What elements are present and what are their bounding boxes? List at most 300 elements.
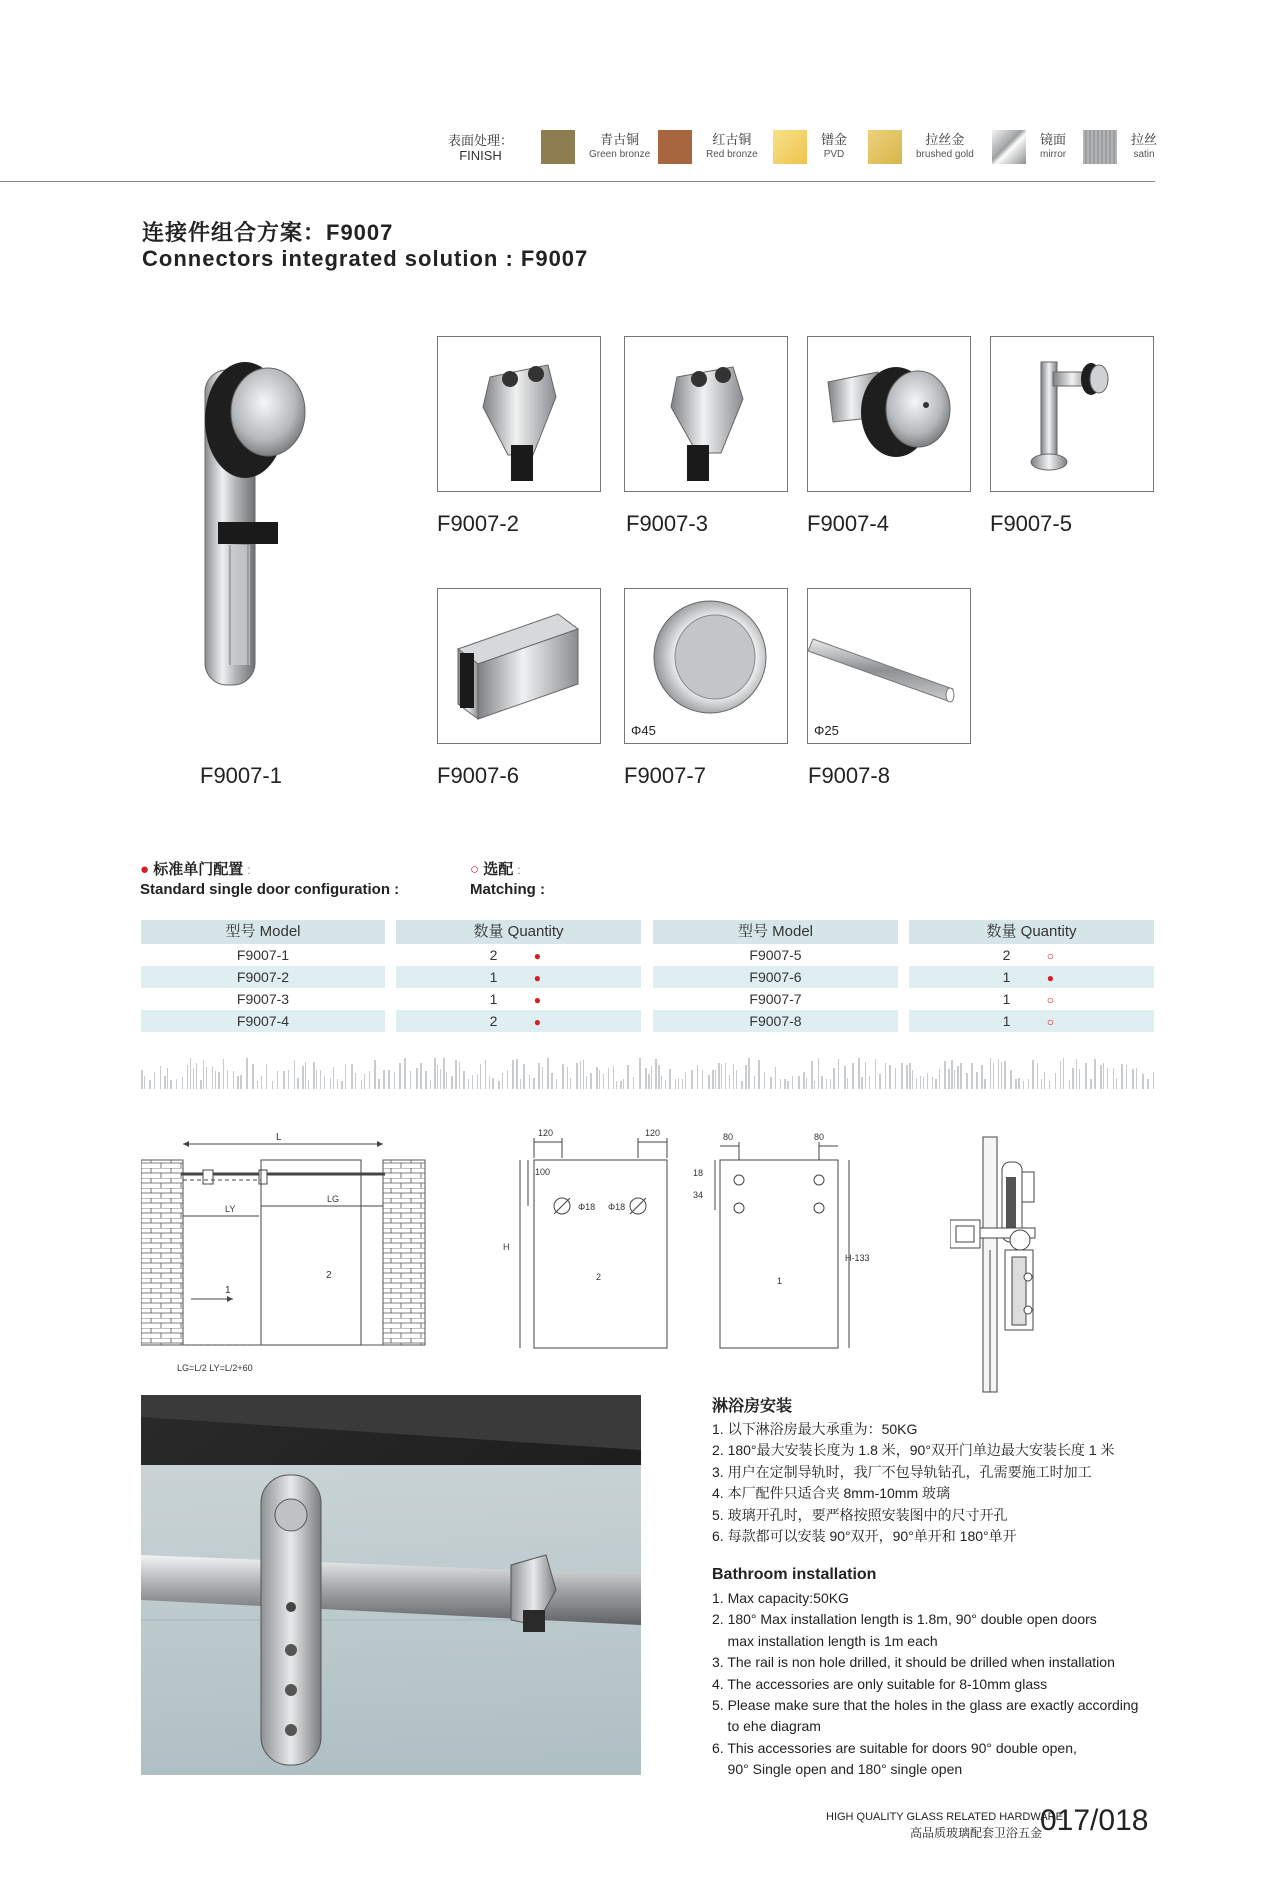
product-image-f9007-5 (990, 336, 1154, 492)
stripe-bar (932, 1077, 933, 1089)
finish-label-en: FINISH (459, 148, 502, 163)
install-en-title: Bathroom installation (712, 1566, 877, 1583)
list-item: 6. 每款都可以安装 90°双开，90°单开和 180°单开 (712, 1528, 1017, 1545)
stripe-bar (218, 1072, 220, 1089)
product-image-f9007-7 (624, 588, 788, 744)
stripe-bar (394, 1072, 395, 1089)
dim-phi45: Φ45 (631, 723, 656, 738)
table-row (396, 1010, 641, 1032)
stripe-bar (434, 1058, 436, 1089)
stripe-bar (1113, 1068, 1114, 1089)
part-label-f9007-2: F9007-2 (437, 511, 519, 536)
list-item: 3. 用户在定制导轨时，我厂不包导轨钻孔，孔需要施工时加工 (712, 1463, 1092, 1480)
stripe-bar (916, 1078, 917, 1089)
stripe-bar (477, 1074, 478, 1089)
swatch-satin (1083, 130, 1157, 164)
swatch-en: Green bronze (589, 149, 651, 160)
stripe-bar (935, 1079, 937, 1089)
swatch-en: brushed gold (916, 149, 974, 160)
stripe-bar (316, 1070, 317, 1089)
stripe-bar (798, 1076, 800, 1089)
stripe-bar (302, 1066, 304, 1089)
stripe-bar (971, 1063, 973, 1089)
stripe-bar (378, 1079, 380, 1089)
stripe-bar (818, 1058, 819, 1089)
optional-circle-icon: ○ (1046, 949, 1055, 963)
stripe-bar (388, 1070, 390, 1089)
product-image-f9007-8 (807, 588, 971, 744)
stripe-bar (1153, 1072, 1154, 1089)
stripe-bar (748, 1058, 750, 1089)
table-row: F9007-5 (749, 947, 802, 963)
stripe-bar (538, 1063, 540, 1089)
swatch-brushed-gold (868, 130, 974, 164)
dim-LG: LG (327, 1194, 340, 1204)
matching-heading (470, 858, 545, 898)
stripe-bar (1028, 1079, 1029, 1089)
swatch-color (992, 130, 1026, 164)
stripe-bar (608, 1068, 609, 1089)
door-layout-diagram (141, 1128, 426, 1378)
dim-H: H (503, 1242, 510, 1252)
stripe-bar (203, 1060, 204, 1089)
stripe-bar (472, 1075, 473, 1089)
stripe-bar (865, 1062, 866, 1089)
list-item: 1. 以下淋浴房最大承重为：50KG (712, 1421, 918, 1437)
matching-en: Matching : (470, 881, 545, 898)
stripe-bar (330, 1078, 331, 1089)
stripe-bar (821, 1076, 823, 1089)
swatch-cn: 拉丝金 (925, 132, 965, 147)
stripe-bar (144, 1076, 145, 1089)
stripe-bar (451, 1076, 453, 1089)
table-row (396, 966, 641, 988)
stripe-bar (951, 1060, 953, 1089)
stripe-bar (1079, 1069, 1080, 1089)
standard-config-cn: 标准单门配置 (153, 861, 244, 878)
stripe-bar (939, 1069, 940, 1089)
stripe-bar (556, 1079, 557, 1089)
stripe-bar (981, 1065, 983, 1089)
swatch-color (773, 130, 807, 164)
stripe-bar (639, 1058, 641, 1089)
dim-100: 100 (535, 1167, 551, 1177)
stripe-bar (443, 1058, 445, 1089)
panel-2-label: 2 (596, 1272, 602, 1282)
stripe-bar (960, 1063, 962, 1089)
stripe-bar (351, 1064, 353, 1089)
finish-label (448, 133, 513, 163)
product-image-f9007-1 (190, 350, 340, 700)
stripe-bar (596, 1067, 598, 1089)
stripe-bar (590, 1073, 592, 1089)
product-image-f9007-4 (807, 336, 971, 492)
dim-L: L (276, 1132, 282, 1143)
table-row: F9007-7 (749, 991, 802, 1007)
list-item: to ehe diagram (712, 1718, 821, 1735)
standard-dot-icon: ● (533, 949, 542, 963)
stripe-bar (948, 1069, 950, 1089)
dim-phi18-a: Φ18 (578, 1202, 596, 1212)
stripe-bar (533, 1078, 535, 1089)
installation-photo (141, 1395, 641, 1775)
optional-circle-icon: ○ (1046, 993, 1055, 1007)
panel-1-hole-diagram (685, 1132, 870, 1352)
stripe-bar (858, 1058, 860, 1089)
stripe-bar (627, 1065, 629, 1089)
stripe-bar (551, 1073, 553, 1089)
stripe-bar (1063, 1058, 1064, 1089)
stripe-bar (990, 1058, 991, 1089)
stripe-bar (480, 1064, 481, 1089)
stripe-bar (648, 1074, 650, 1089)
stripe-bar (736, 1070, 737, 1089)
stripe-bar (308, 1080, 309, 1089)
stripe-bar (954, 1070, 955, 1089)
part-label-f9007-3: F9007-3 (626, 511, 708, 536)
swatch-en: PVD (823, 149, 845, 160)
stripe-bar (1023, 1081, 1024, 1089)
swatch-cn: 镨金 (821, 132, 848, 147)
stripe-bar (547, 1058, 549, 1089)
stripe-bar (507, 1070, 508, 1089)
stripe-bar (715, 1070, 716, 1089)
stripe-bar (733, 1064, 734, 1089)
stripe-bar (341, 1081, 343, 1089)
stripe-bar (1142, 1074, 1144, 1089)
stripe-bar (718, 1063, 720, 1089)
stripe-bar (455, 1060, 457, 1089)
swatch-cn: 拉丝 (1131, 132, 1158, 147)
part-label-f9007-4: F9007-4 (807, 511, 889, 536)
footer-tagline-cn: 高品质玻璃配套卫浴五金 (910, 1826, 1043, 1840)
stripe-bar (811, 1061, 813, 1089)
stripe-bar (1126, 1065, 1127, 1089)
stripe-bar (729, 1075, 730, 1089)
dim-H-133: H-133 (845, 1253, 870, 1263)
stripe-bar (966, 1073, 968, 1089)
qty-value: 1 (489, 991, 498, 1007)
dim-80-a: 80 (723, 1132, 734, 1142)
stripe-bar (277, 1071, 278, 1089)
stripe-bar (754, 1076, 755, 1089)
stripe-bar (492, 1078, 494, 1089)
stripe-bar (383, 1070, 385, 1089)
dim-LY: LY (225, 1204, 236, 1214)
stripe-bar (993, 1063, 994, 1089)
dim-120-a: 120 (538, 1128, 554, 1138)
stripe-bar (206, 1067, 207, 1089)
stripe-bar (567, 1067, 568, 1089)
stripe-bar (200, 1080, 202, 1089)
stripe-bar (337, 1079, 338, 1089)
stripe-bar (164, 1076, 166, 1089)
stripe-bar (154, 1072, 155, 1089)
table-row (909, 966, 1154, 988)
qty-value: 1 (1002, 969, 1011, 985)
table-row: F9007-4 (141, 1010, 385, 1032)
stripe-bar (489, 1076, 490, 1089)
stripe-bar (520, 1079, 521, 1089)
stripe-bar (369, 1071, 370, 1089)
stripe-bar (764, 1072, 765, 1089)
standard-dot-icon: ● (1046, 971, 1055, 985)
panel-2-hole-diagram (500, 1128, 670, 1350)
stripe-bar (984, 1079, 986, 1089)
stripe-bar (976, 1072, 978, 1089)
stripe-bar (787, 1081, 789, 1089)
part-label-f9007-6: F9007-6 (437, 763, 519, 788)
stripe-bar (437, 1065, 438, 1089)
stripe-bar (283, 1071, 285, 1089)
colon: : (247, 863, 251, 877)
qty-value: 2 (489, 1013, 498, 1029)
stripe-bar (725, 1063, 726, 1089)
stripe-bar (430, 1080, 431, 1089)
stripe-bar (1037, 1063, 1038, 1089)
stripe-bar (702, 1070, 703, 1089)
decorative-stripe (141, 1055, 1154, 1089)
stripe-bar (784, 1079, 786, 1089)
stripe-bar (957, 1066, 959, 1089)
stripe-bar (1121, 1064, 1123, 1089)
stripe-bar (404, 1058, 406, 1089)
stripe-bar (586, 1076, 587, 1089)
stripe-bar (780, 1079, 781, 1089)
swatch-color (541, 130, 575, 164)
stripe-bar (512, 1060, 514, 1089)
swatch-green-bronze (541, 130, 650, 164)
optional-circle-icon: ○ (1046, 1015, 1055, 1029)
stripe-bar (223, 1059, 224, 1089)
stripe-bar (523, 1064, 525, 1089)
stripe-bar (502, 1073, 503, 1089)
stripe-bar (212, 1066, 213, 1089)
stripe-bar (833, 1068, 835, 1089)
stripe-bar (1132, 1069, 1134, 1089)
stripe-bar (420, 1063, 422, 1089)
stripe-bar (712, 1070, 714, 1089)
stripe-bar (1107, 1068, 1108, 1089)
stripe-bar (613, 1066, 614, 1089)
stripe-bar (923, 1077, 924, 1089)
swatch-color (868, 130, 902, 164)
matching-cn: 选配 (483, 861, 514, 878)
standard-dot-icon: ● (533, 971, 542, 985)
table-header-quantity: 数量 Quantity (396, 920, 641, 944)
red-circle-icon: ○ (470, 861, 480, 878)
stripe-bar (1044, 1072, 1045, 1089)
stripe-bar (847, 1078, 848, 1089)
stripe-bar (1055, 1073, 1056, 1089)
stripe-bar (661, 1076, 662, 1089)
stripe-bar (616, 1081, 617, 1089)
qty-value: 1 (1002, 991, 1011, 1007)
stripe-bar (838, 1059, 839, 1089)
stripe-bar (170, 1080, 172, 1089)
panel-2-label: 2 (326, 1270, 332, 1281)
standard-config-en: Standard single door configuration : (140, 881, 400, 898)
standard-dot-icon: ● (533, 993, 542, 1007)
stripe-bar (237, 1076, 239, 1089)
swatch-color (658, 130, 692, 164)
stripe-bar (803, 1072, 805, 1089)
stripe-bar (580, 1061, 581, 1089)
stripe-bar (1103, 1063, 1104, 1089)
table-row (909, 1010, 1154, 1032)
dim-18: 18 (693, 1168, 704, 1178)
dim-34: 34 (693, 1190, 704, 1200)
stripe-bar (685, 1072, 686, 1089)
formula-label: LG=L/2 LY=L/2+60 (177, 1363, 253, 1373)
stripe-bar (906, 1065, 908, 1089)
stripe-bar (655, 1059, 657, 1089)
part-label-f9007-5: F9007-5 (990, 511, 1072, 536)
stripe-bar (826, 1079, 827, 1089)
table-row: F9007-3 (236, 991, 290, 1007)
stripe-bar (998, 1059, 999, 1089)
stripe-bar (463, 1071, 465, 1089)
table-header-model: 型号 Model (141, 920, 385, 944)
stripe-bar (252, 1064, 254, 1089)
stripe-bar (665, 1080, 666, 1089)
standard-dot-icon: ● (533, 1015, 542, 1029)
red-dot-icon: ● (140, 861, 150, 878)
qty-value: 2 (489, 947, 498, 963)
stripe-bar (708, 1075, 710, 1089)
stripe-bar (425, 1071, 427, 1089)
stripe-bar (182, 1077, 183, 1089)
stripe-bar (1100, 1065, 1102, 1089)
stripe-bar (879, 1074, 881, 1089)
stripe-bar (1041, 1079, 1042, 1089)
stripe-bar (869, 1076, 870, 1089)
stripe-bar (215, 1071, 216, 1089)
stripe-bar (193, 1068, 194, 1089)
standard-config-heading (140, 858, 399, 898)
swatch-cn: 红古铜 (712, 132, 752, 147)
stripe-bar (806, 1078, 807, 1089)
dim-120-b: 120 (645, 1128, 661, 1138)
decorative-stripe-graphic (141, 1055, 1154, 1089)
stripe-bar (345, 1064, 346, 1089)
stripe-bar (944, 1061, 946, 1089)
stripe-bar (516, 1059, 518, 1089)
stripe-bar (633, 1077, 634, 1089)
stripe-bar (1010, 1070, 1012, 1089)
stripe-bar (844, 1066, 846, 1089)
stripe-bar (410, 1071, 411, 1089)
stripe-bar (305, 1062, 306, 1089)
swatch-en: satin (1133, 149, 1155, 160)
stripe-bar (909, 1063, 911, 1089)
stripe-bar (468, 1079, 469, 1089)
stripe-bar (374, 1060, 376, 1089)
swatch-red-bronze (658, 130, 758, 164)
stripe-bar (770, 1077, 772, 1089)
stripe-bar (645, 1068, 647, 1089)
stripe-bar (227, 1070, 228, 1089)
table-row (909, 944, 1154, 966)
list-item: 4. The accessories are only suitable for 8-10mm glass (712, 1675, 1048, 1692)
stripe-bar (861, 1077, 863, 1089)
stripe-bar (288, 1070, 289, 1089)
side-view-diagram (950, 1132, 1065, 1402)
page-title-en: Connectors integrated solution : F9007 (142, 246, 589, 271)
stripe-bar (1076, 1059, 1077, 1089)
install-cn-title: 淋浴房安装 (712, 1398, 793, 1415)
stripe-bar (498, 1081, 500, 1089)
page-number: 017/018 (1040, 1804, 1149, 1837)
stripe-bar (149, 1080, 151, 1089)
stripe-bar (160, 1066, 161, 1089)
swatch-color (1083, 130, 1117, 164)
stripe-bar (399, 1063, 401, 1089)
stripe-bar (814, 1081, 815, 1089)
list-item: 2. 180° Max installation length is 1.8m, 90° double open doors (712, 1611, 1097, 1628)
stripe-bar (246, 1058, 248, 1089)
table-row: F9007-6 (653, 966, 898, 988)
list-item: max installation length is 1m each (712, 1632, 938, 1649)
stripe-bar (141, 1070, 143, 1089)
stripe-bar (901, 1063, 903, 1089)
table-row: F9007-1 (236, 947, 290, 963)
stripe-bar (576, 1063, 578, 1089)
product-image-f9007-2 (437, 336, 601, 492)
part-label-f9007-7: F9007-7 (624, 763, 706, 788)
stripe-bar (459, 1062, 460, 1089)
swatch-en: mirror (1040, 149, 1067, 160)
table-row (909, 988, 1154, 1010)
stripe-bar (875, 1059, 876, 1089)
colon: : (517, 863, 521, 877)
stripe-bar (176, 1079, 177, 1089)
stripe-bar (675, 1079, 676, 1089)
stripe-bar (361, 1080, 362, 1089)
stripe-bar (1049, 1081, 1050, 1089)
table-row (396, 988, 641, 1010)
list-item: 4. 本厂配件只适合夹 8mm-10mm 玻璃 (712, 1485, 951, 1502)
list-item: 2. 180°最大安装长度为 1.8 米，90°双开门单边最大安装长度 1 米 (712, 1442, 1115, 1459)
stripe-bar (775, 1067, 776, 1089)
stripe-bar (745, 1065, 747, 1089)
stripe-bar (599, 1070, 600, 1089)
stripe-bar (678, 1078, 679, 1089)
stripe-bar (603, 1074, 604, 1089)
swatch-mirror (992, 130, 1066, 164)
stripe-bar (187, 1065, 188, 1089)
stripe-bar (364, 1074, 365, 1089)
dim-phi18-b: Φ18 (608, 1202, 626, 1212)
stripe-bar (1004, 1061, 1006, 1089)
stripe-bar (272, 1081, 273, 1089)
stripe-bar (1136, 1068, 1137, 1089)
stripe-bar (542, 1067, 543, 1089)
stripe-bar (583, 1060, 584, 1089)
stripe-bar (167, 1068, 168, 1089)
stripe-bar (257, 1081, 258, 1089)
stripe-bar (266, 1064, 267, 1089)
stripe-bar (830, 1079, 831, 1089)
stripe-bar (1001, 1062, 1002, 1089)
stripe-bar (1069, 1080, 1070, 1089)
product-image-f9007-3 (624, 336, 788, 492)
install-en-list (712, 1588, 1182, 1781)
stripe-bar (682, 1079, 683, 1089)
stripe-bar (658, 1065, 660, 1089)
stripe-bar (691, 1070, 693, 1089)
stripe-bar (1147, 1079, 1149, 1089)
